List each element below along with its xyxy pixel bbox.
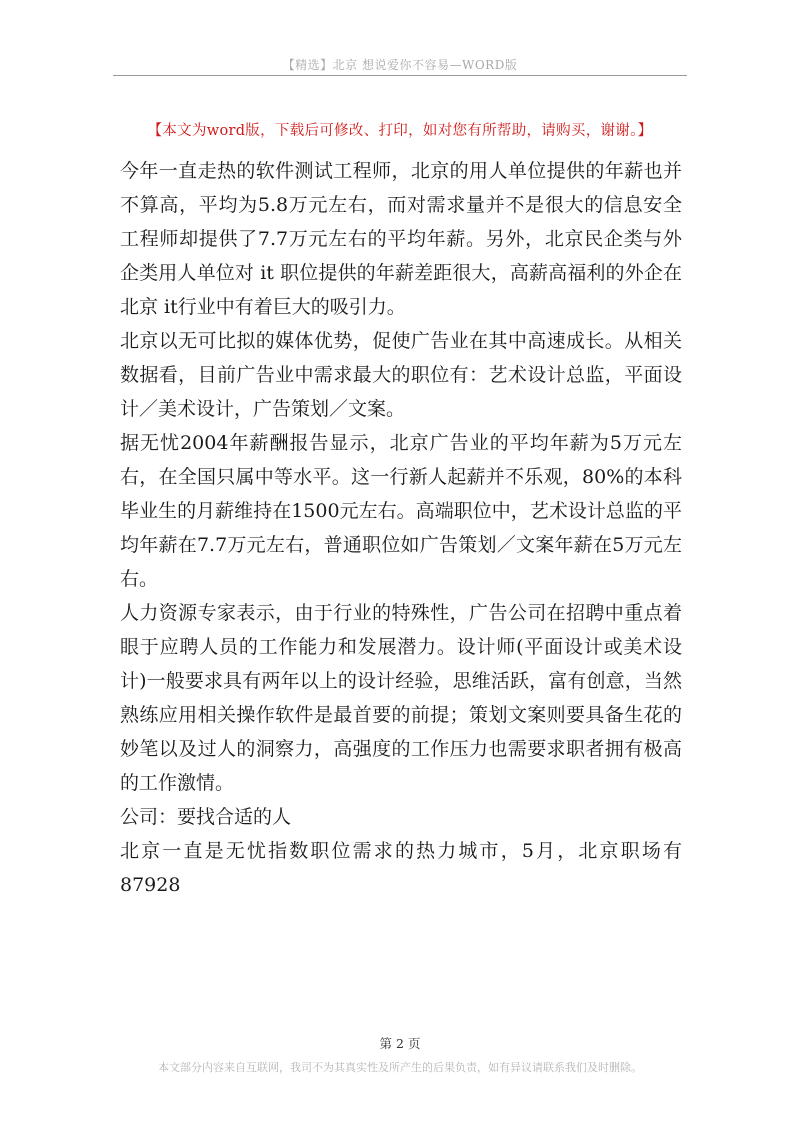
paragraph: 人力资源专家表示，由于行业的特殊性，广告公司在招聘中重点着眼于应聘人员的工作能力和发展潜力。设计师(平面设计或美术设计)一般要求具有两年以上的设计经验，思维活跃，富有创意，当然熟练应用相关操作软件是最首要的前提；策划文案则要具备生花的妙笔以及过人的洞察力，高强度的工作压力也需要求职者拥有极高的工作激情。 [120, 602, 682, 794]
purchase-notice: 【本文为word版，下载后可修改、打印，如对您有所帮助，请购买，谢谢。】 [147, 123, 653, 139]
paragraph: 北京一直是无忧指数职位需求的热力城市，5月，北京职场有87928 [120, 840, 682, 896]
header-divider [113, 75, 687, 76]
page-number: 第 2 页 [379, 1036, 421, 1051]
paragraph: 今年一直走热的软件测试工程师，北京的用人单位提供的年薪也并不算高，平均为5.8万元左右，而对需求量并不是很大的信息安全工程师却提供了7.7万元左右的平均年薪。另外，北京民企类与外企类用人单位对 it 职位提供的年薪差距很大，高薪高福利的外企在北京 it行业中有着巨大的吸引力。 [120, 160, 682, 318]
document-body [120, 154, 682, 902]
footer-disclaimer: 本文部分内容来自互联网，我司不为其真实性及所产生的后果负责，如有异议请联系我们及时删除。 [158, 1061, 642, 1074]
page-header: 【精选】北京 想说爱你不容易—WORD版 [282, 58, 518, 72]
paragraph: 据无忧2004年薪酬报告显示，北京广告业的平均年薪为5万元左右，在全国只属中等水平。这一行新人起薪并不乐观，80%的本科毕业生的月薪维持在1500元左右。高端职位中，艺术设计总监的平均年薪在7.7万元左右，普通职位如广告策划／文案年薪在5万元左右。 [120, 432, 682, 590]
paragraph: 北京以无可比拟的媒体优势，促使广告业在其中高速成长。从相关数据看，目前广告业中需求最大的职位有：艺术设计总监，平面设计／美术设计，广告策划／文案。 [120, 330, 682, 420]
section-heading: 公司：要找合适的人 [120, 806, 292, 828]
